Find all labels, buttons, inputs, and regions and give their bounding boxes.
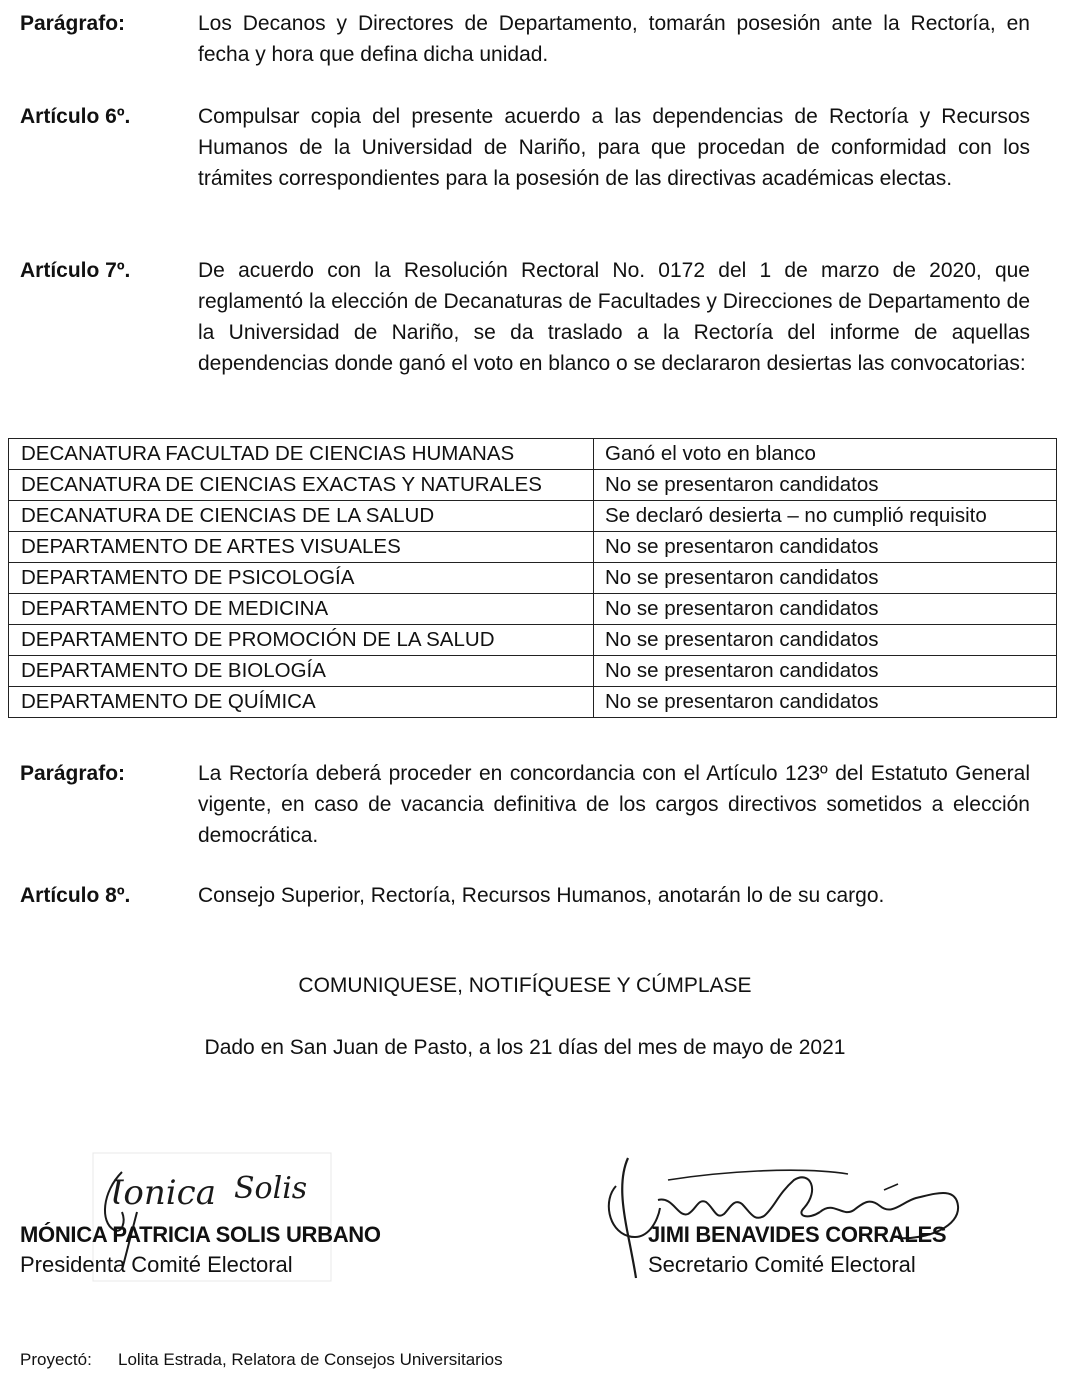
closing-statement: COMUNIQUESE, NOTIFÍQUESE Y CÚMPLASE [298,974,752,997]
table-cell-unit: DEPARTAMENTO DE PROMOCIÓN DE LA SALUD [9,625,594,656]
table-cell-unit: DEPARTAMENTO DE PSICOLOGÍA [9,563,594,594]
block-text: De acuerdo con la Resolución Rectoral No. 0172 del 1 de marzo de 2020, que reglamentó la elección de Decanaturas de Facultades y Direcciones de Departamento de la Universidad de Nariño, se da traslado a la Rectoría del informe de aquellas dependencias donde ganó el voto en blanco o se declararon desiertas las convocatorias: [198,259,1030,375]
table-cell-unit: DEPARTAMENTO DE ARTES VISUALES [9,532,594,563]
table-cell-result: No se presentaron candidatos [594,656,1057,687]
block-text: La Rectoría deberá proceder en concordancia con el Artículo 123º del Estatuto General vigente, en caso de vacancia definitiva de los cargos directivos sometidos a elección democrática. [198,762,1030,847]
block-label: Artículo 8º. [20,884,131,907]
block-label: Artículo 7º. [20,259,131,282]
footer-projected-by [20,1348,503,1372]
signatory-name: JIMI BENAVIDES CORRALES [648,1222,947,1247]
table-row [9,470,1057,501]
articulo-8-block [20,880,1060,911]
table-cell-unit: DEPARTAMENTO DE QUÍMICA [9,687,594,718]
table-row [9,563,1057,594]
table-cell-unit: DECANATURA DE CIENCIAS DE LA SALUD [9,501,594,532]
table-row [9,439,1057,470]
table-cell-result: No se presentaron candidatos [594,594,1057,625]
table-cell-result: No se presentaron candidatos [594,625,1057,656]
dated-line: Dado en San Juan de Pasto, a los 21 días del mes de mayo de 2021 [204,1036,846,1059]
table-row [9,532,1057,563]
table-cell-result: No se presentaron candidatos [594,470,1057,501]
signatory-role: Presidenta Comité Electoral [20,1252,293,1277]
paragrafo-block-1 [20,8,1060,70]
table-cell-unit: DEPARTAMENTO DE BIOLOGÍA [9,656,594,687]
table-row [9,625,1057,656]
table-cell-result: No se presentaron candidatos [594,532,1057,563]
paragrafo-block-2 [20,758,1060,851]
table-row [9,594,1057,625]
signature-block-left [20,1220,381,1280]
block-label: Parágrafo: [20,762,126,785]
signature-block-right [648,1220,946,1280]
table-cell-result: Ganó el voto en blanco [594,439,1057,470]
table-cell-result: No se presentaron candidatos [594,563,1057,594]
signatory-role: Secretario Comité Electoral [648,1252,916,1277]
table-cell-result: No se presentaron candidatos [594,687,1057,718]
block-text: Los Decanos y Directores de Departamento, tomarán posesión ante la Rectoría, en fecha y hora que defina dicha unidad. [198,12,1030,66]
block-text: Consejo Superior, Rectoría, Recursos Humanos, anotarán lo de su cargo. [198,884,885,907]
signature-script-text: Ɩonica [110,1173,216,1213]
results-table [8,438,1057,718]
table-row [9,501,1057,532]
table-row [9,687,1057,718]
signature-script-text-2: Solis [234,1171,308,1206]
articulo-6-block [20,101,1060,194]
table-cell-unit: DECANATURA DE CIENCIAS EXACTAS Y NATURALES [9,470,594,501]
table-cell-result: Se declaró desierta – no cumplió requisito [594,501,1057,532]
footer-label: Proyectó: [20,1350,92,1369]
block-text: Compulsar copia del presente acuerdo a las dependencias de Rectoría y Recursos Humanos de la Universidad de Nariño, para que procedan de conformidad con los trámites correspondientes para la posesión de las directivas académicas electas. [198,105,1030,190]
table-cell-unit: DECANATURA FACULTAD DE CIENCIAS HUMANAS [9,439,594,470]
table-row [9,656,1057,687]
block-label: Artículo 6º. [20,105,131,128]
signatory-name: MÓNICA PATRICIA SOLIS URBANO [20,1222,381,1247]
articulo-7-block [20,255,1060,379]
table-cell-unit: DEPARTAMENTO DE MEDICINA [9,594,594,625]
block-label: Parágrafo: [20,12,126,35]
footer-text: Lolita Estrada, Relatora de Consejos Universitarios [118,1350,503,1369]
